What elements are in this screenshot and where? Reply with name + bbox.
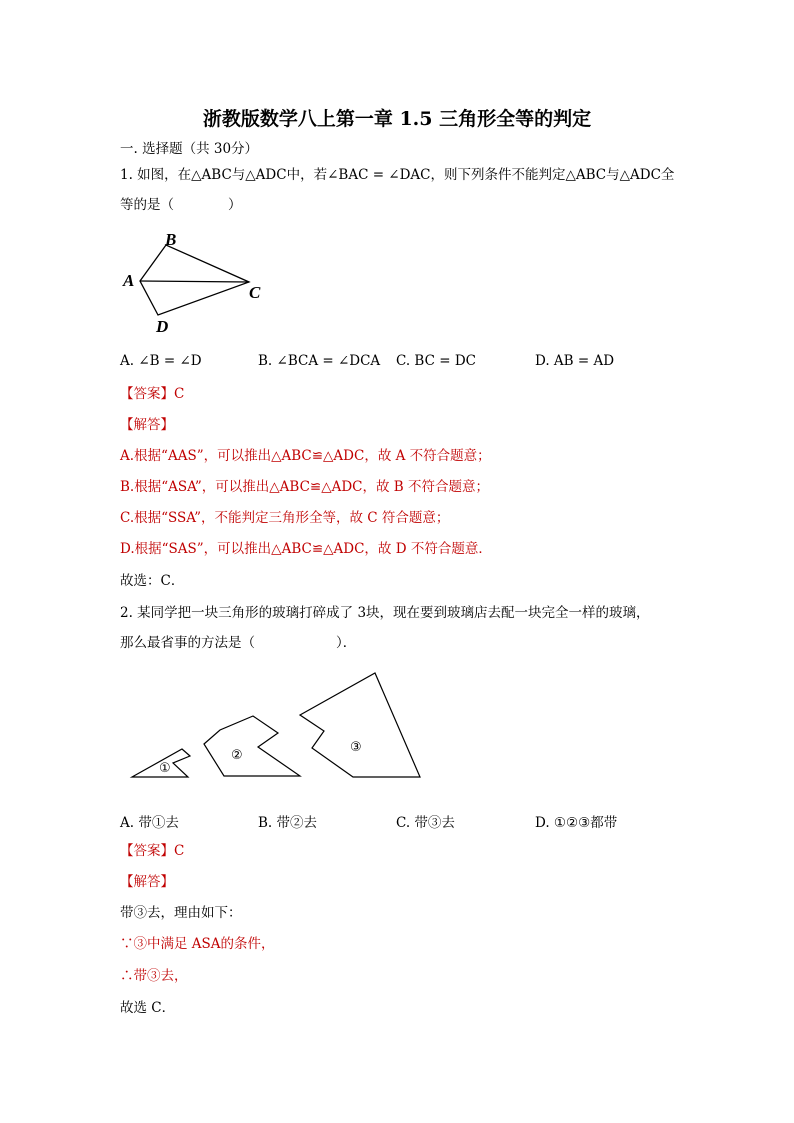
q1-option-d: D. AB = AD: [535, 353, 615, 369]
q2-option-c: C. 带③去: [396, 815, 455, 831]
q2-stem-line1: 2. 某同学把一块三角形的玻璃打碎成了 3块，现在要到玻璃店去配一块完全一样的玻璃，: [120, 605, 650, 621]
piece-3-label: ③: [350, 740, 362, 755]
piece-1-label: ①: [159, 761, 171, 776]
q1-option-b: B. ∠BCA = ∠DCA: [258, 353, 381, 369]
q1-answer: 【答案】C: [120, 386, 185, 402]
q1-figure-diagonal-ac: [140, 281, 249, 282]
q2-answer: 【答案】C: [120, 843, 185, 859]
q1-conclusion: 故选：C．: [120, 573, 185, 589]
q2-glass-pieces-figure: [128, 668, 428, 780]
q2-option-b: B. 带②去: [258, 815, 318, 831]
q1-figure-outline: [140, 245, 249, 315]
q2-explain-line-2: ∵③中满足 ASA的条件，: [120, 936, 275, 952]
q2-explain-line-3: ∴带③去，: [120, 968, 188, 984]
q1-explain-heading: 【解答】: [120, 417, 174, 433]
q2-option-d: D. ①②③都带: [535, 815, 618, 831]
q1-stem-line2: 等的是（ ）: [120, 197, 242, 213]
q2-option-a: A. 带①去: [120, 815, 179, 831]
q1-label-b: B: [165, 230, 177, 249]
piece-2-label: ②: [231, 748, 243, 763]
q1-label-a: A: [123, 271, 135, 290]
piece-2-outline: [204, 716, 300, 776]
q1-option-a: A. ∠B = ∠D: [120, 353, 202, 369]
q1-stem-line1: 1. 如图，在△ABC与△ADC中，若∠BAC = ∠DAC，则下列条件不能判定△ABC与△ADC全: [120, 167, 675, 183]
q1-label-c: C: [249, 283, 261, 302]
q2-explain-heading: 【解答】: [120, 874, 174, 890]
q1-label-d: D: [156, 317, 169, 336]
page-title: 浙教版数学八上第一章 1.5 三角形全等的判定: [202, 108, 592, 130]
q1-explain-line-b: B.根据“ASA”，可以推出△ABC≌△ADC，故 B 不符合题意；: [120, 479, 490, 495]
piece-3-outline: [300, 673, 420, 777]
q2-explain-line-1: 带③去，理由如下：: [120, 905, 242, 921]
section-heading: 一. 选择题（共 30分）: [120, 141, 259, 157]
q2-conclusion: 故选 C．: [120, 1000, 176, 1016]
q2-stem-line2: 那么最省事的方法是（ ）．: [120, 635, 357, 651]
q1-explain-line-c: C.根据“SSA”，不能判定三角形全等，故 C 符合题意；: [120, 510, 450, 526]
q1-quadrilateral-figure: [118, 226, 278, 346]
q1-explain-line-d: D.根据“SAS”，可以推出△ABC≌△ADC，故 D 不符合题意．: [120, 541, 492, 557]
q1-option-c: C. BC = DC: [396, 353, 476, 369]
q1-explain-line-a: A.根据“AAS”，可以推出△ABC≌△ADC，故 A 不符合题意；: [120, 448, 491, 464]
